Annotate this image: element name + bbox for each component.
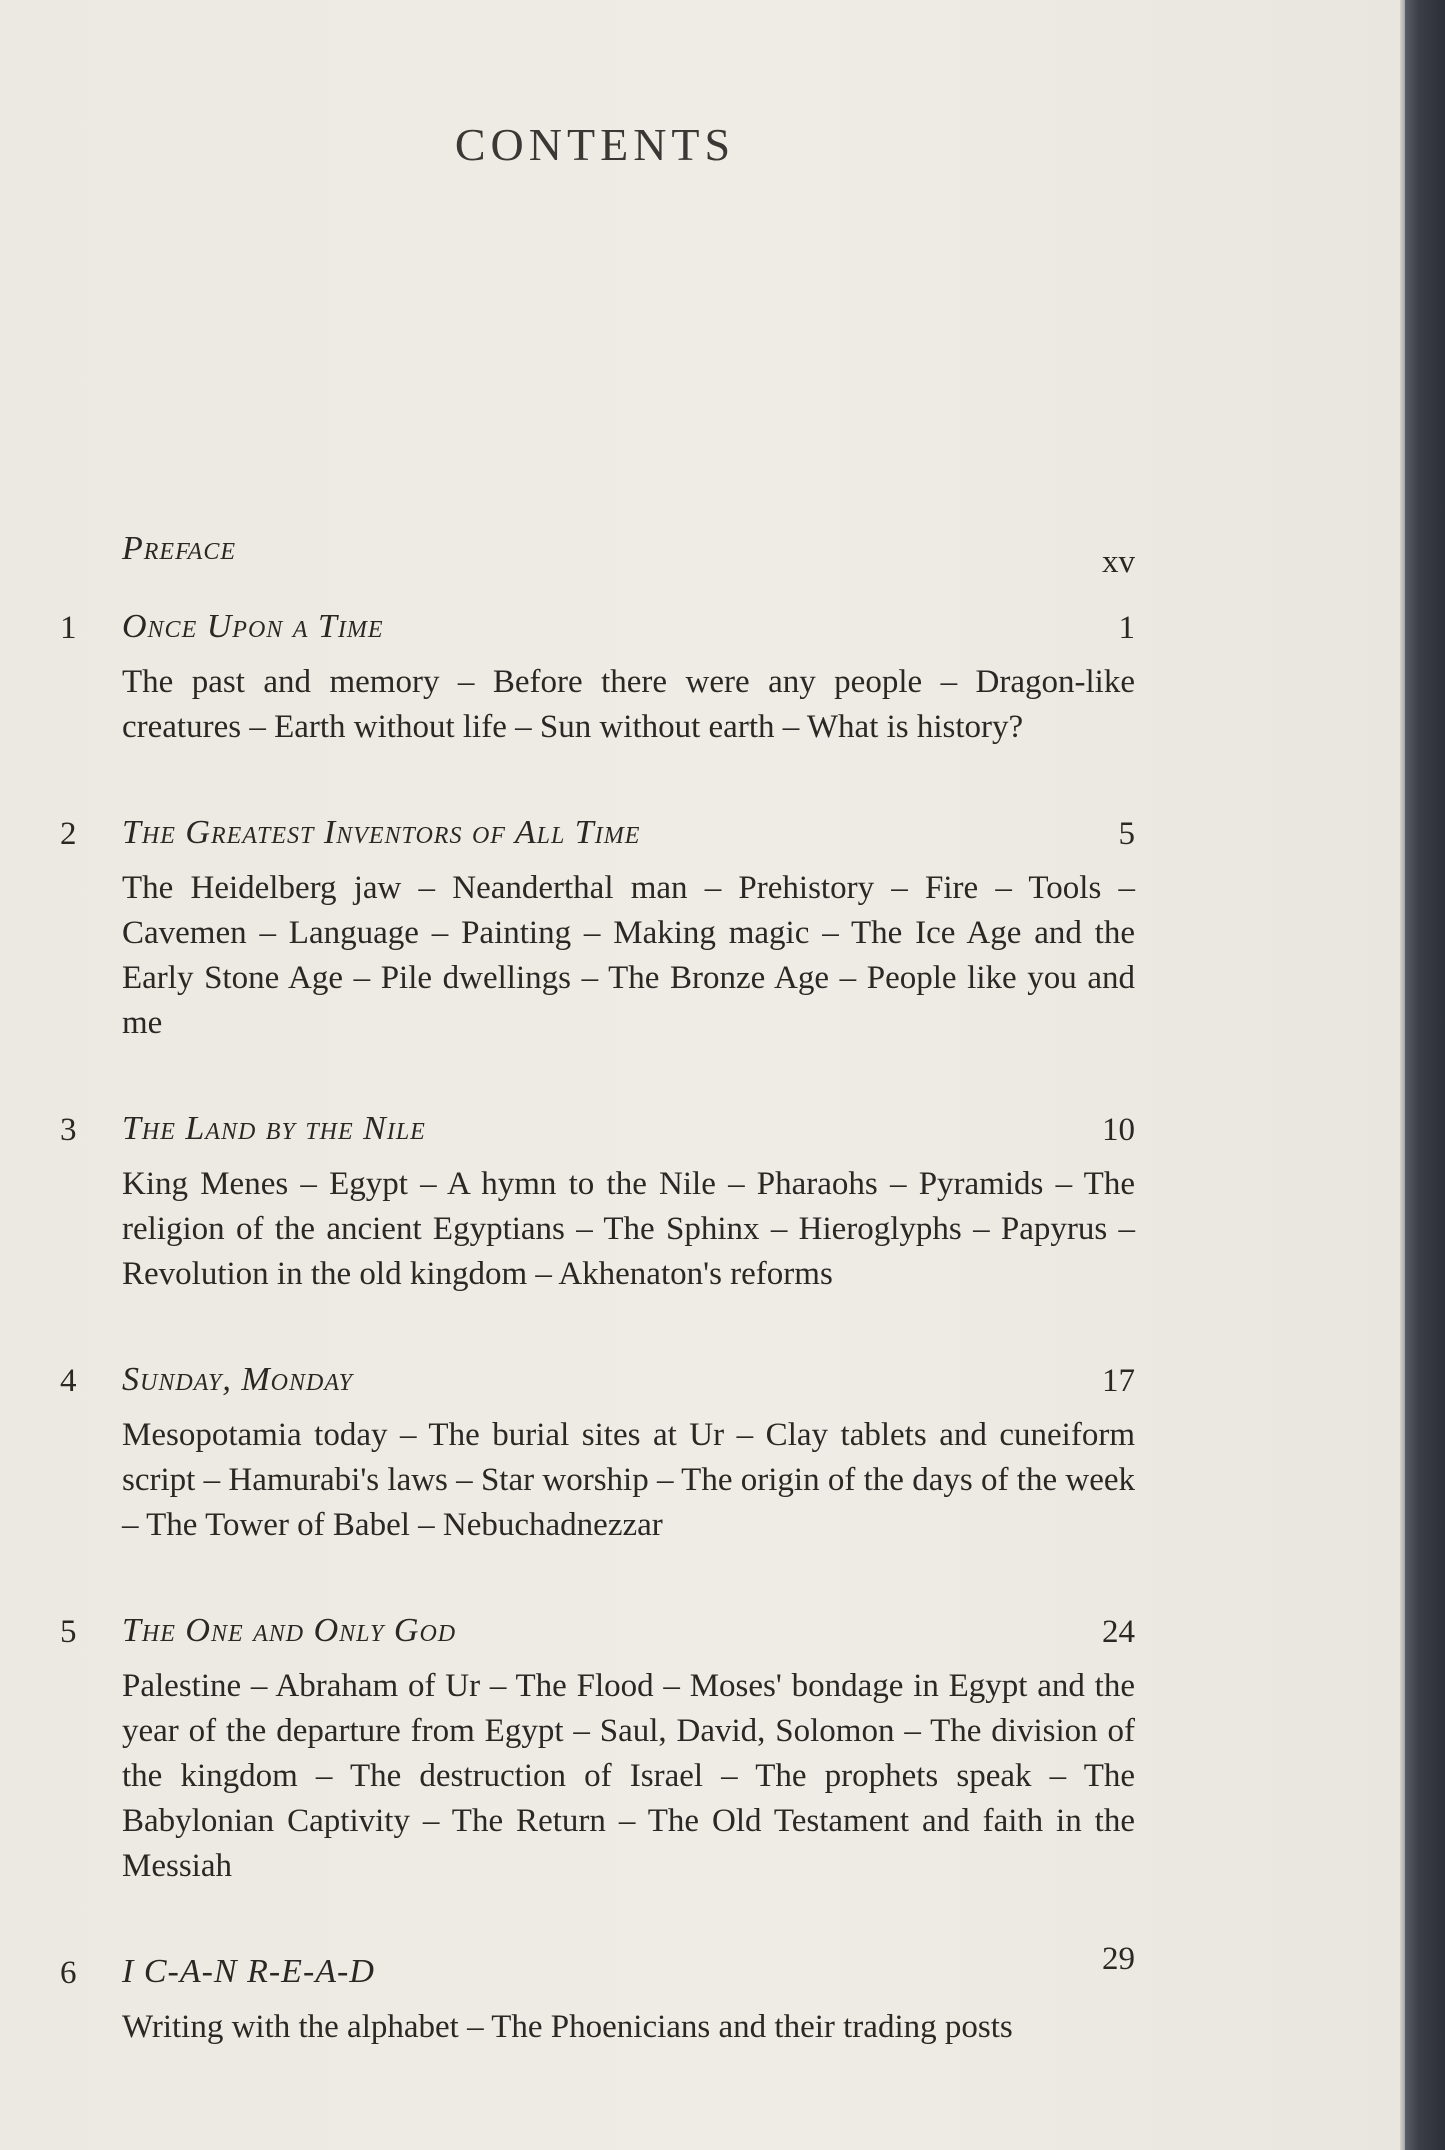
- chapter-title: The Greatest Inventors of All Time: [122, 814, 641, 851]
- chapter-number: 3: [60, 1112, 77, 1148]
- page-number: 17: [1102, 1363, 1135, 1399]
- entry-header: [60, 1110, 1135, 1162]
- chapter-number: 6: [60, 1955, 77, 1991]
- entry-header: [60, 608, 1135, 660]
- table-of-contents: [60, 530, 1135, 2050]
- chapter-description: Mesopotamia today – The burial sites at Ur – Clay tablets and cuneiform script – Hamurabi's laws – Star worship – The origin of the days of the week – The Tower of Babel – Nebuchadnezzar: [122, 1417, 1135, 1543]
- page-number: xv: [1102, 544, 1135, 580]
- page-number: 24: [1102, 1614, 1135, 1650]
- chapter-number: 4: [60, 1363, 77, 1399]
- entry-header: [60, 814, 1135, 866]
- toc-entry-1: [60, 608, 1135, 750]
- page-number: 10: [1102, 1112, 1135, 1148]
- toc-entry-preface: [60, 530, 1135, 582]
- chapter-number: 5: [60, 1614, 77, 1650]
- chapter-description: King Menes – Egypt – A hymn to the Nile – Pharaohs – Pyramids – The religion of the ancient Egyptians – The Sphinx – Hieroglyphs – Papyrus – Revolution in the old kingdom – Akhenaton's reforms: [122, 1166, 1135, 1292]
- chapter-number: 1: [60, 610, 77, 646]
- toc-entry-5: [60, 1612, 1135, 1889]
- page-number: 5: [1118, 816, 1135, 852]
- page-number: 1: [1118, 610, 1135, 646]
- toc-entry-2: [60, 814, 1135, 1046]
- chapter-title: The Land by the Nile: [122, 1110, 426, 1147]
- chapter-title: Preface: [122, 530, 236, 567]
- chapter-title: The One and Only God: [122, 1612, 457, 1649]
- chapter-title: Sunday, Monday: [122, 1361, 354, 1398]
- entry-header: [60, 530, 1135, 582]
- entry-header: [60, 1941, 1135, 2005]
- entry-header: [60, 1361, 1135, 1413]
- page-number: 29: [1102, 1941, 1135, 1977]
- chapter-description: The Heidelberg jaw – Neanderthal man – Prehistory – Fire – Tools – Cavemen – Language – Painting – Making magic – The Ice Age and the Early Stone Age – Pile dwellings – The Bronze Age – People like you and me: [122, 870, 1135, 1041]
- chapter-title: I C-A-N R-E-A-D: [122, 1953, 375, 1990]
- toc-entry-3: [60, 1110, 1135, 1297]
- book-spine: [1405, 0, 1445, 2150]
- chapter-description: Writing with the alphabet – The Phoenicians and their trading posts: [122, 2009, 1013, 2045]
- entry-header: [60, 1612, 1135, 1664]
- toc-entry-6: [60, 1941, 1135, 2050]
- page-title: CONTENTS: [454, 119, 736, 170]
- chapter-description: The past and memory – Before there were any people – Dragon-like creatures – Earth without life – Sun without earth – What is history?: [122, 664, 1135, 745]
- chapter-description: Palestine – Abraham of Ur – The Flood – Moses' bondage in Egypt and the year of the departure from Egypt – Saul, David, Solomon – The division of the kingdom – The destruction of Israel – The prophets speak – The Babylonian Captivity – The Return – The Old Testament and faith in the Messiah: [122, 1668, 1135, 1884]
- chapter-number: 2: [60, 816, 77, 852]
- chapter-title: Once Upon a Time: [122, 608, 384, 645]
- toc-entry-4: [60, 1361, 1135, 1548]
